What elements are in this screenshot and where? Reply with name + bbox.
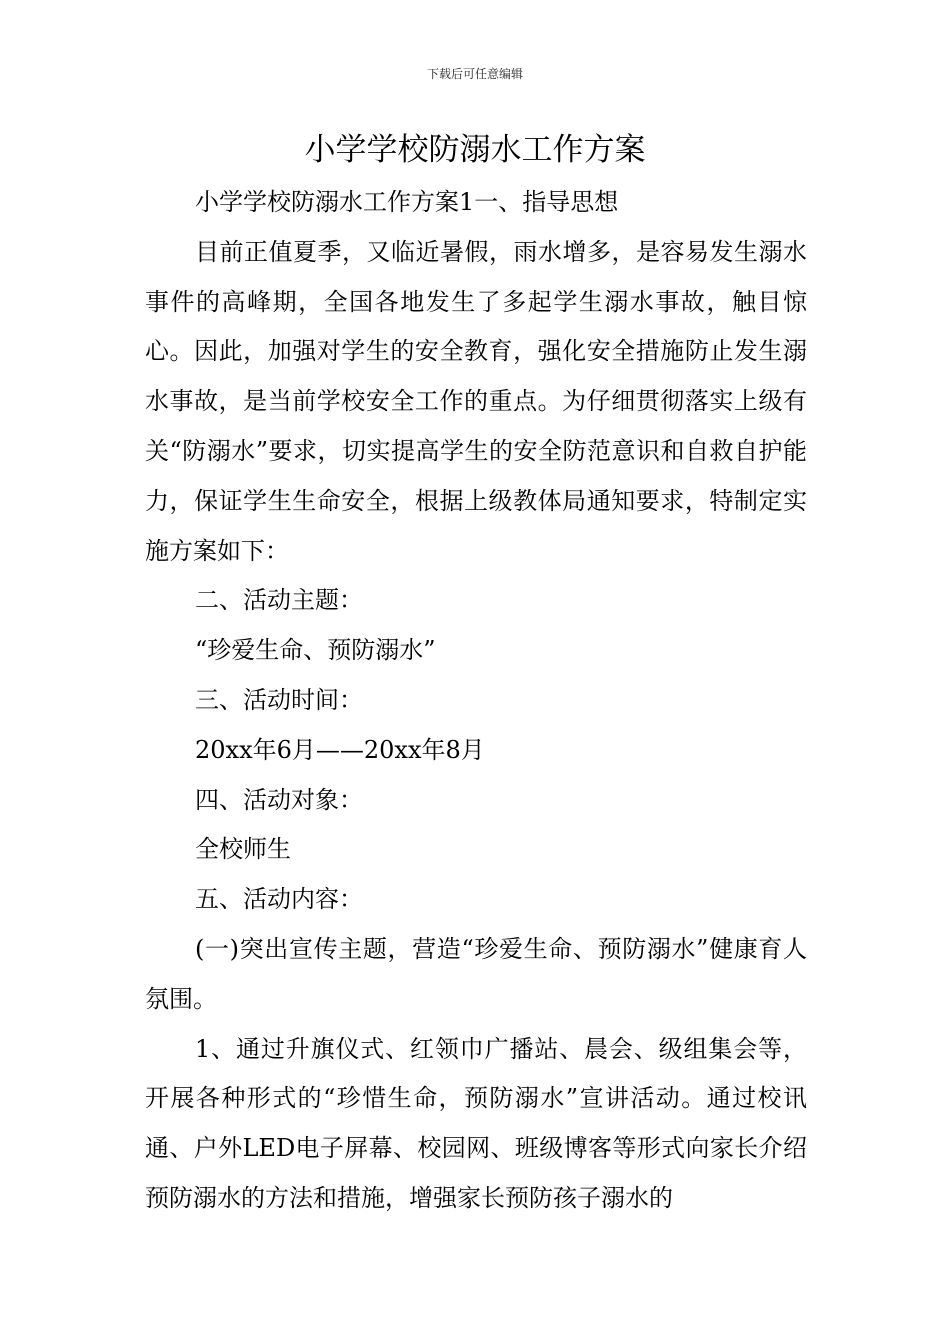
paragraph-content-item-1-1: 1、通过升旗仪式、红领巾广播站、晨会、级组集会等，开展各种形式的“珍惜生命，预防溺水”宣讲活动。通过校讯通、户外LED电子屏幕、校园网、班级博客等形式向家长介绍预防溺水的方法和措施，增强家长预防孩子溺水的 [145,1034,807,1212]
paragraph-time-heading: 三、活动时间： [195,685,363,714]
paragraph-theme: “珍爱生命、预防溺水” [195,636,436,665]
paragraph-content-heading: 五、活动内容： [195,885,363,914]
paragraph-content-item-1: (一)突出宣传主题，营造“珍爱生命、预防溺水”健康育人氛围。 [145,934,807,1013]
paragraph-time: 20xx年6月——20xx年8月 [195,735,485,764]
document-body [145,178,807,1224]
paragraph-intro-heading: 小学学校防溺水工作方案1一、指导思想 [195,188,619,216]
paragraph-theme-heading: 二、活动主题： [195,586,363,615]
paragraph-target: 全校师生 [195,835,291,864]
page-header-note: 下载后可任意编辑 [426,67,523,81]
document-title: 小学学校防溺水工作方案 [304,132,646,168]
paragraph-guiding-thought: 目前正值夏季，又临近暑假，雨水增多，是容易发生溺水事件的高峰期，全国各地发生了多起学生溺水事故，触目惊心。因此，加强对学生的安全教育，强化安全措施防止发生溺水事故，是当前学校安全工作的重点。为仔细贯彻落实上级有关“防溺水”要求，切实提高学生的安全防范意识和自救自护能力，保证学生生命安全，根据上级教体局通知要求，特制定实施方案如下： [145,237,807,565]
paragraph-target-heading: 四、活动对象： [195,785,363,814]
